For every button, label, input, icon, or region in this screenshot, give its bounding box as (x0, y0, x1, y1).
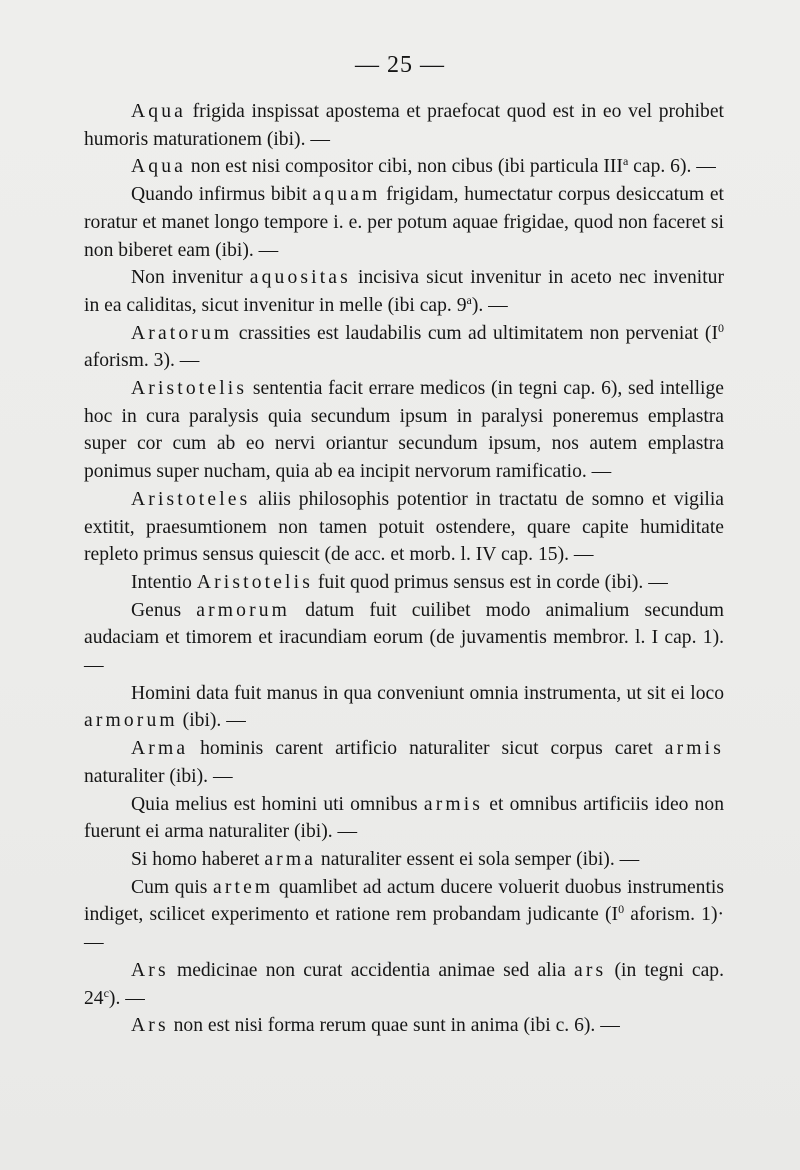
keyword: Aratorum (131, 322, 233, 344)
entry-text: datum fuit cuilibet modo animalium secundum audaciam et timorem et iracundiam eorum (de juvamentis membror. l. I cap. 1). — (84, 599, 725, 677)
page-number: — 25 — (355, 52, 445, 78)
entry-cum-quis (84, 874, 724, 957)
keyword: artem (213, 876, 274, 898)
keyword: aquositas (249, 267, 351, 289)
keyword: arma (264, 848, 317, 870)
keyword: aquam (312, 184, 381, 206)
entry-text: incisiva sicut invenitur in aceto nec invenitur in ea caliditas, sicut invenitur in melle (ibi cap. 9 (84, 267, 725, 316)
superscript: a (466, 292, 472, 307)
keyword: armorum (196, 599, 291, 621)
keyword: ars (574, 959, 607, 981)
entry-text: (in tegni cap. 24 (84, 959, 725, 1009)
entry-aristoteles-somno (84, 486, 724, 569)
entry-aristotelis-sententia (84, 375, 724, 486)
entry-text: Quando infirmus bibit (131, 184, 313, 206)
entry-text: naturaliter essent ei sola semper (ibi). — (316, 848, 640, 870)
entry-arma-hominis (84, 735, 724, 790)
keyword: Aristoteles (131, 488, 251, 510)
entry-text: Genus (131, 599, 197, 621)
keyword: Ars (131, 959, 169, 981)
entry-text: Homini data fuit manus in qua conveniunt omnia instrumenta, ut sit ei loco (131, 682, 724, 704)
entry-aqua-compositor (84, 153, 724, 181)
entry-text: et omnibus artificiis ideo non fuerunt ei arma naturaliter (ibi). — (84, 793, 724, 843)
entry-intentio-aristotelis (84, 569, 724, 597)
keyword: Aristotelis (131, 378, 248, 400)
entry-text: aforism. 3). — (84, 350, 200, 372)
keyword: armis (423, 793, 484, 815)
entry-text: ). — (108, 987, 145, 1009)
superscript: 0 (618, 902, 625, 917)
entry-homini-data (84, 680, 724, 735)
entry-text: Quia melius est homini uti omnibus (131, 793, 424, 815)
entry-text: medicinae non curat accidentia animae sed alia (168, 959, 575, 981)
entry-text: crassities est laudabilis cum ad ultimitatem non perveniat (I (232, 322, 718, 344)
keyword: armis (664, 738, 724, 760)
keyword: Arma (131, 738, 189, 760)
keyword: Aqua (131, 156, 186, 178)
entry-text: non est nisi forma rerum quae sunt in anima (ibi c. 6). — (168, 1015, 620, 1037)
entry-genus-armorum (84, 597, 724, 680)
entry-text: aforism. 1)· — (84, 904, 724, 954)
entry-text: ). — (471, 294, 508, 316)
entry-text: non est nisi compositor cibi, non cibus (ibi particula III (185, 156, 623, 178)
entry-aqua-frigida (84, 98, 724, 153)
entry-text: Cum quis (131, 876, 214, 898)
entry-text: cap. 6). — (628, 156, 716, 178)
entry-text: Non invenitur (131, 267, 250, 289)
entry-text: Si homo haberet (131, 848, 265, 870)
entry-quando-infirmus (84, 181, 724, 264)
entry-ars-medicinae (84, 957, 724, 1012)
entry-quia-melius (84, 791, 724, 846)
entry-text: Intentio (131, 571, 197, 593)
page-body (84, 98, 724, 1040)
keyword: Ars (131, 1015, 169, 1037)
keyword: Aqua (131, 101, 186, 122)
entry-aquositas (84, 264, 724, 319)
entry-text: hominis carent artificio naturaliter sicut corpus caret (188, 738, 665, 760)
keyword: armorum (84, 710, 178, 732)
entry-ars-forma (84, 1012, 724, 1040)
superscript: c (103, 985, 109, 1000)
entry-text: frigidam, humectatur corpus desiccatum et roratur et manet longo tempore i. e. per potum aquae frigidae, quod non faceret si non biberet eam (ibi). — (84, 184, 724, 261)
entry-si-homo (84, 846, 724, 874)
entry-aratorum (84, 320, 724, 375)
entry-text: sententia facit errare medicos (in tegni cap. 6), sed intellige hoc in cura paralysis quia secundum ipsum in paralysi poneremus emplastra super cor cum ab eo nervi oriantur secundum ipsum, nos autem emplastra ponimus super nucham, quia ab ea incipit nervorum ramificatio. — (84, 378, 724, 483)
keyword: Aristotelis (196, 571, 313, 593)
entry-text: quamlibet ad actum ducere voluerit duobus instrumentis indiget, scilicet experimento et ratione rem probandam judicante (I (84, 876, 724, 926)
superscript: 0 (718, 320, 724, 335)
entry-text: aliis philosophis potentior in tractatu de somno et vigilia extitit, praesumtionem non tamen potuit ostendere, quare capite humiditate repleto primus sensus quiescit (de acc. et morb. l. IV cap. 15). — (84, 488, 724, 566)
superscript: a (622, 154, 629, 169)
entry-text: (ibi). — (177, 710, 246, 732)
entry-text: frigida inspissat apostema et praefocat quod est in eo vel prohibet humoris maturationem (ibi). — (84, 101, 724, 150)
entry-text: naturaliter (ibi). — (84, 765, 233, 787)
entry-text: fuit quod primus sensus est in corde (ibi). — (312, 571, 668, 593)
